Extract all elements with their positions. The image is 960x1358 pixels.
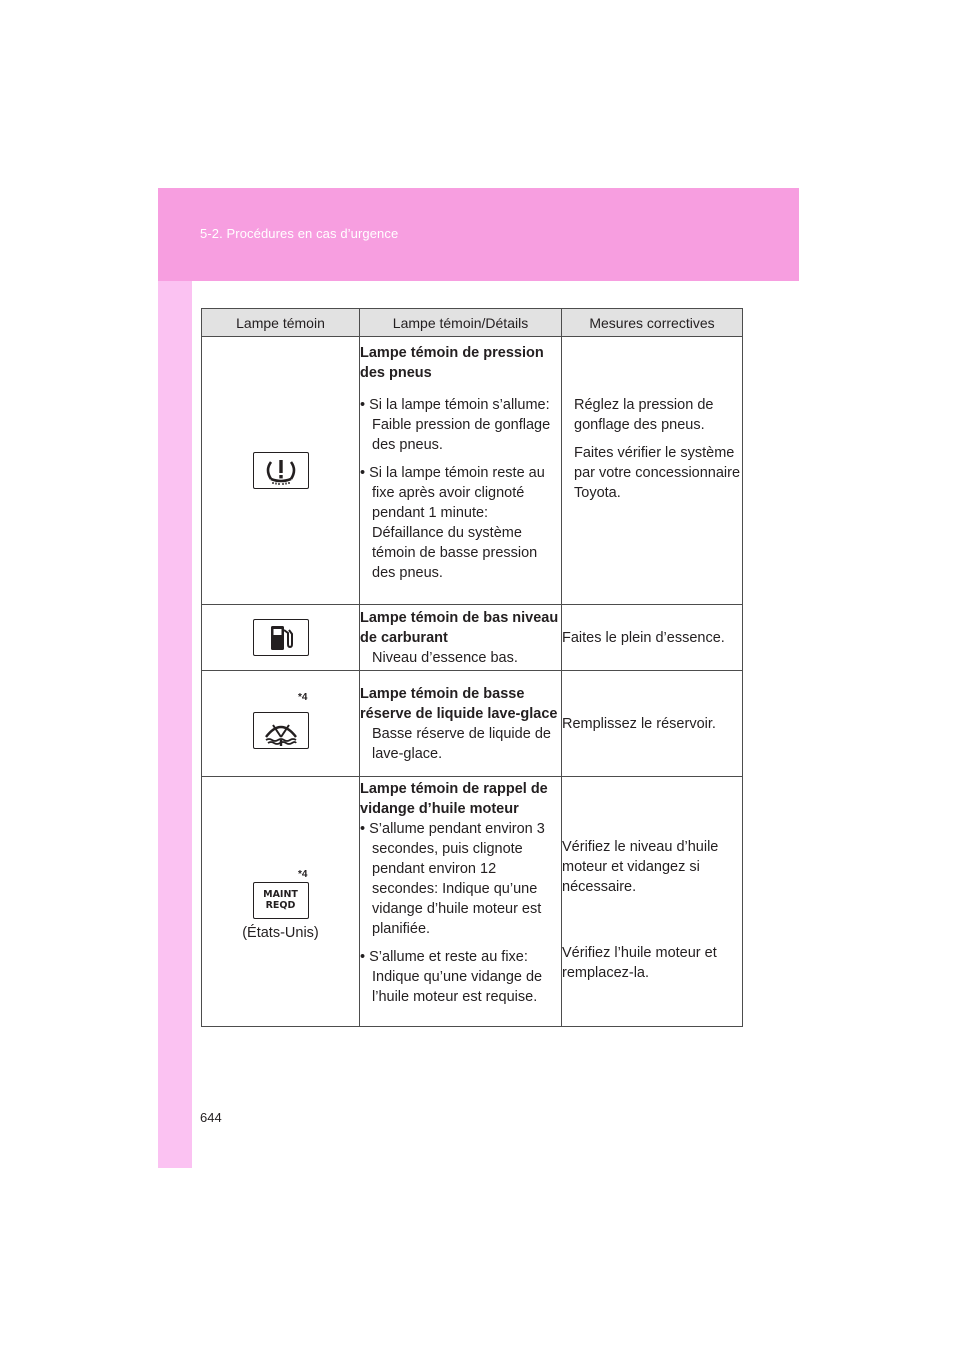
warning-light-table (201, 308, 743, 1027)
table-row (202, 337, 743, 605)
action-text: Faites vérifier le système par votre concessionnaire Toyota. (574, 445, 741, 501)
light-cell (202, 605, 360, 671)
washer-fluid-icon (253, 712, 309, 749)
action-cell (562, 605, 743, 671)
detail-bullet: • Si la lampe témoin s’allume: Faible pression de gonflage des pneus. (360, 397, 551, 453)
page-number: 644 (200, 1110, 222, 1125)
action-text: Remplissez le réservoir. (562, 715, 716, 732)
warning-title: Lampe témoin de pression des pneus (360, 345, 544, 381)
region-label: (États-Unis) (242, 925, 319, 941)
light-cell (202, 337, 360, 605)
detail-text: Niveau d’essence bas. (372, 649, 518, 666)
action-text: Vérifiez le niveau d’huile moteur et vidangez si nécessaire. (562, 839, 719, 895)
table-row (202, 605, 743, 671)
action-text: Vérifiez l’huile moteur et remplacez-la. (562, 945, 717, 981)
detail-cell (360, 605, 562, 671)
action-text: Réglez la pression de gonflage des pneus. (574, 397, 714, 433)
footnote-mark: *4 (298, 692, 308, 703)
light-cell (202, 671, 360, 777)
side-tab-bar (158, 188, 192, 1168)
reqd-label: REQD (265, 900, 296, 911)
column-header: Lampe témoin/Détails (360, 309, 562, 337)
detail-bullet: • S’allume et reste au fixe: Indique qu’une vidange de l’huile moteur est requise. (360, 949, 543, 1005)
action-text: Faites le plein d’essence. (562, 629, 725, 646)
detail-cell (360, 671, 562, 777)
footnote-mark: *4 (298, 869, 308, 880)
maint-label: MAINT (263, 889, 298, 900)
section-title: 5-2. Procédures en cas d’urgence (200, 226, 399, 241)
fuel-pump-icon (253, 619, 309, 656)
action-cell (562, 777, 743, 1027)
column-header: Lampe témoin (202, 309, 360, 337)
action-cell (562, 671, 743, 777)
table-header-row (202, 309, 743, 337)
column-header: Mesures correctives (562, 309, 743, 337)
warning-title: Lampe témoin de basse réserve de liquide lave-glace (360, 685, 558, 722)
detail-text: Basse réserve de liquide de lave-glace. (372, 725, 551, 762)
tire-pressure-icon (253, 452, 309, 489)
detail-bullet: • S’allume pendant environ 3 secondes, puis clignote pendant environ 12 secondes: Indique qu’une vidange d’huile moteur est planifiée. (360, 821, 545, 937)
warning-title: Lampe témoin de bas niveau de carburant (360, 609, 559, 646)
action-cell (562, 337, 743, 605)
detail-cell (360, 777, 562, 1027)
detail-cell (360, 337, 562, 605)
light-cell (202, 777, 360, 1027)
warning-title: Lampe témoin de rappel de vidange d’huile moteur (360, 781, 548, 817)
table-row (202, 671, 743, 777)
table-row (202, 777, 743, 1027)
detail-bullet: • Si la lampe témoin reste au fixe après avoir clignoté pendant 1 minute: Défaillance du système témoin de basse pression des pneus. (360, 465, 545, 581)
maint-reqd-icon (253, 882, 309, 919)
